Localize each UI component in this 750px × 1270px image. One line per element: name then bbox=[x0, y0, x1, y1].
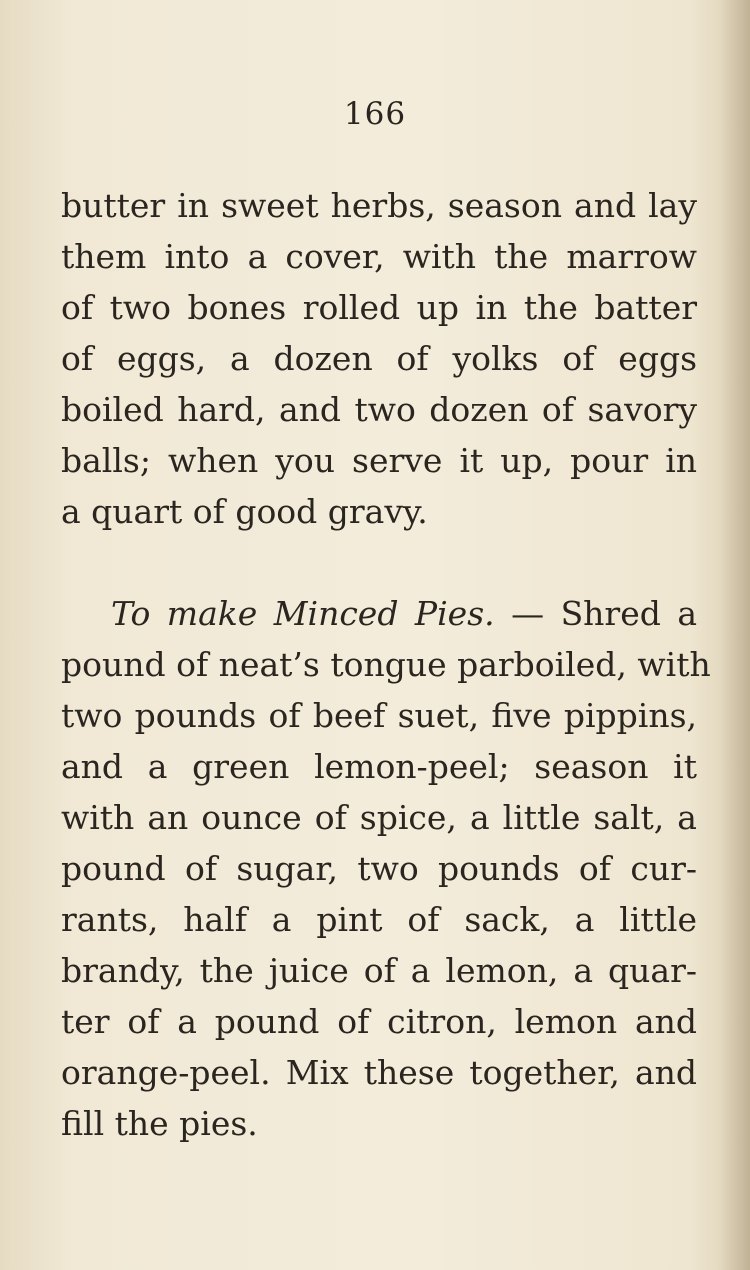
page-number: 166 bbox=[343, 96, 407, 132]
text-line: them into a cover, with the marrow bbox=[61, 237, 697, 276]
text-line: of eggs, a dozen of yolks of eggs bbox=[61, 339, 697, 378]
text-line: brandy, the juice of a lemon, a quar- bbox=[61, 951, 697, 990]
recipe-title: To make Minced Pies. bbox=[111, 594, 495, 633]
text-line: butter in sweet herbs, season and lay bbox=[61, 186, 697, 225]
text-line: with an ounce of spice, a little salt, a bbox=[61, 798, 697, 837]
text-line: pound of sugar, two pounds of cur- bbox=[61, 849, 697, 888]
text-line: ter of a pound of citron, lemon and bbox=[61, 1002, 697, 1041]
text-line: balls; when you serve it up, pour in bbox=[61, 441, 697, 480]
recipe-first-line-text: — Shred a bbox=[511, 594, 697, 633]
paragraph-continued bbox=[61, 180, 697, 537]
page-gutter-shadow bbox=[720, 0, 750, 1270]
text-line: rants, half a pint of sack, a little bbox=[61, 900, 697, 939]
text-line: boiled hard, and two dozen of savory bbox=[61, 390, 697, 429]
text-line: pound of neat’s tongue parboiled, with bbox=[61, 645, 711, 684]
text-line: orange-peel. Mix these together, and bbox=[61, 1053, 697, 1092]
text-line: a quart of good gravy. bbox=[61, 492, 428, 531]
text-line: fill the pies. bbox=[61, 1104, 258, 1143]
text-line: and a green lemon-peel; season it bbox=[61, 747, 697, 786]
text-line: two pounds of beef suet, five pippins, bbox=[61, 696, 697, 735]
text-line: of two bones rolled up in the batter bbox=[61, 288, 697, 327]
recipe-first-line bbox=[61, 588, 697, 639]
recipe-minced-pies bbox=[61, 588, 711, 1149]
